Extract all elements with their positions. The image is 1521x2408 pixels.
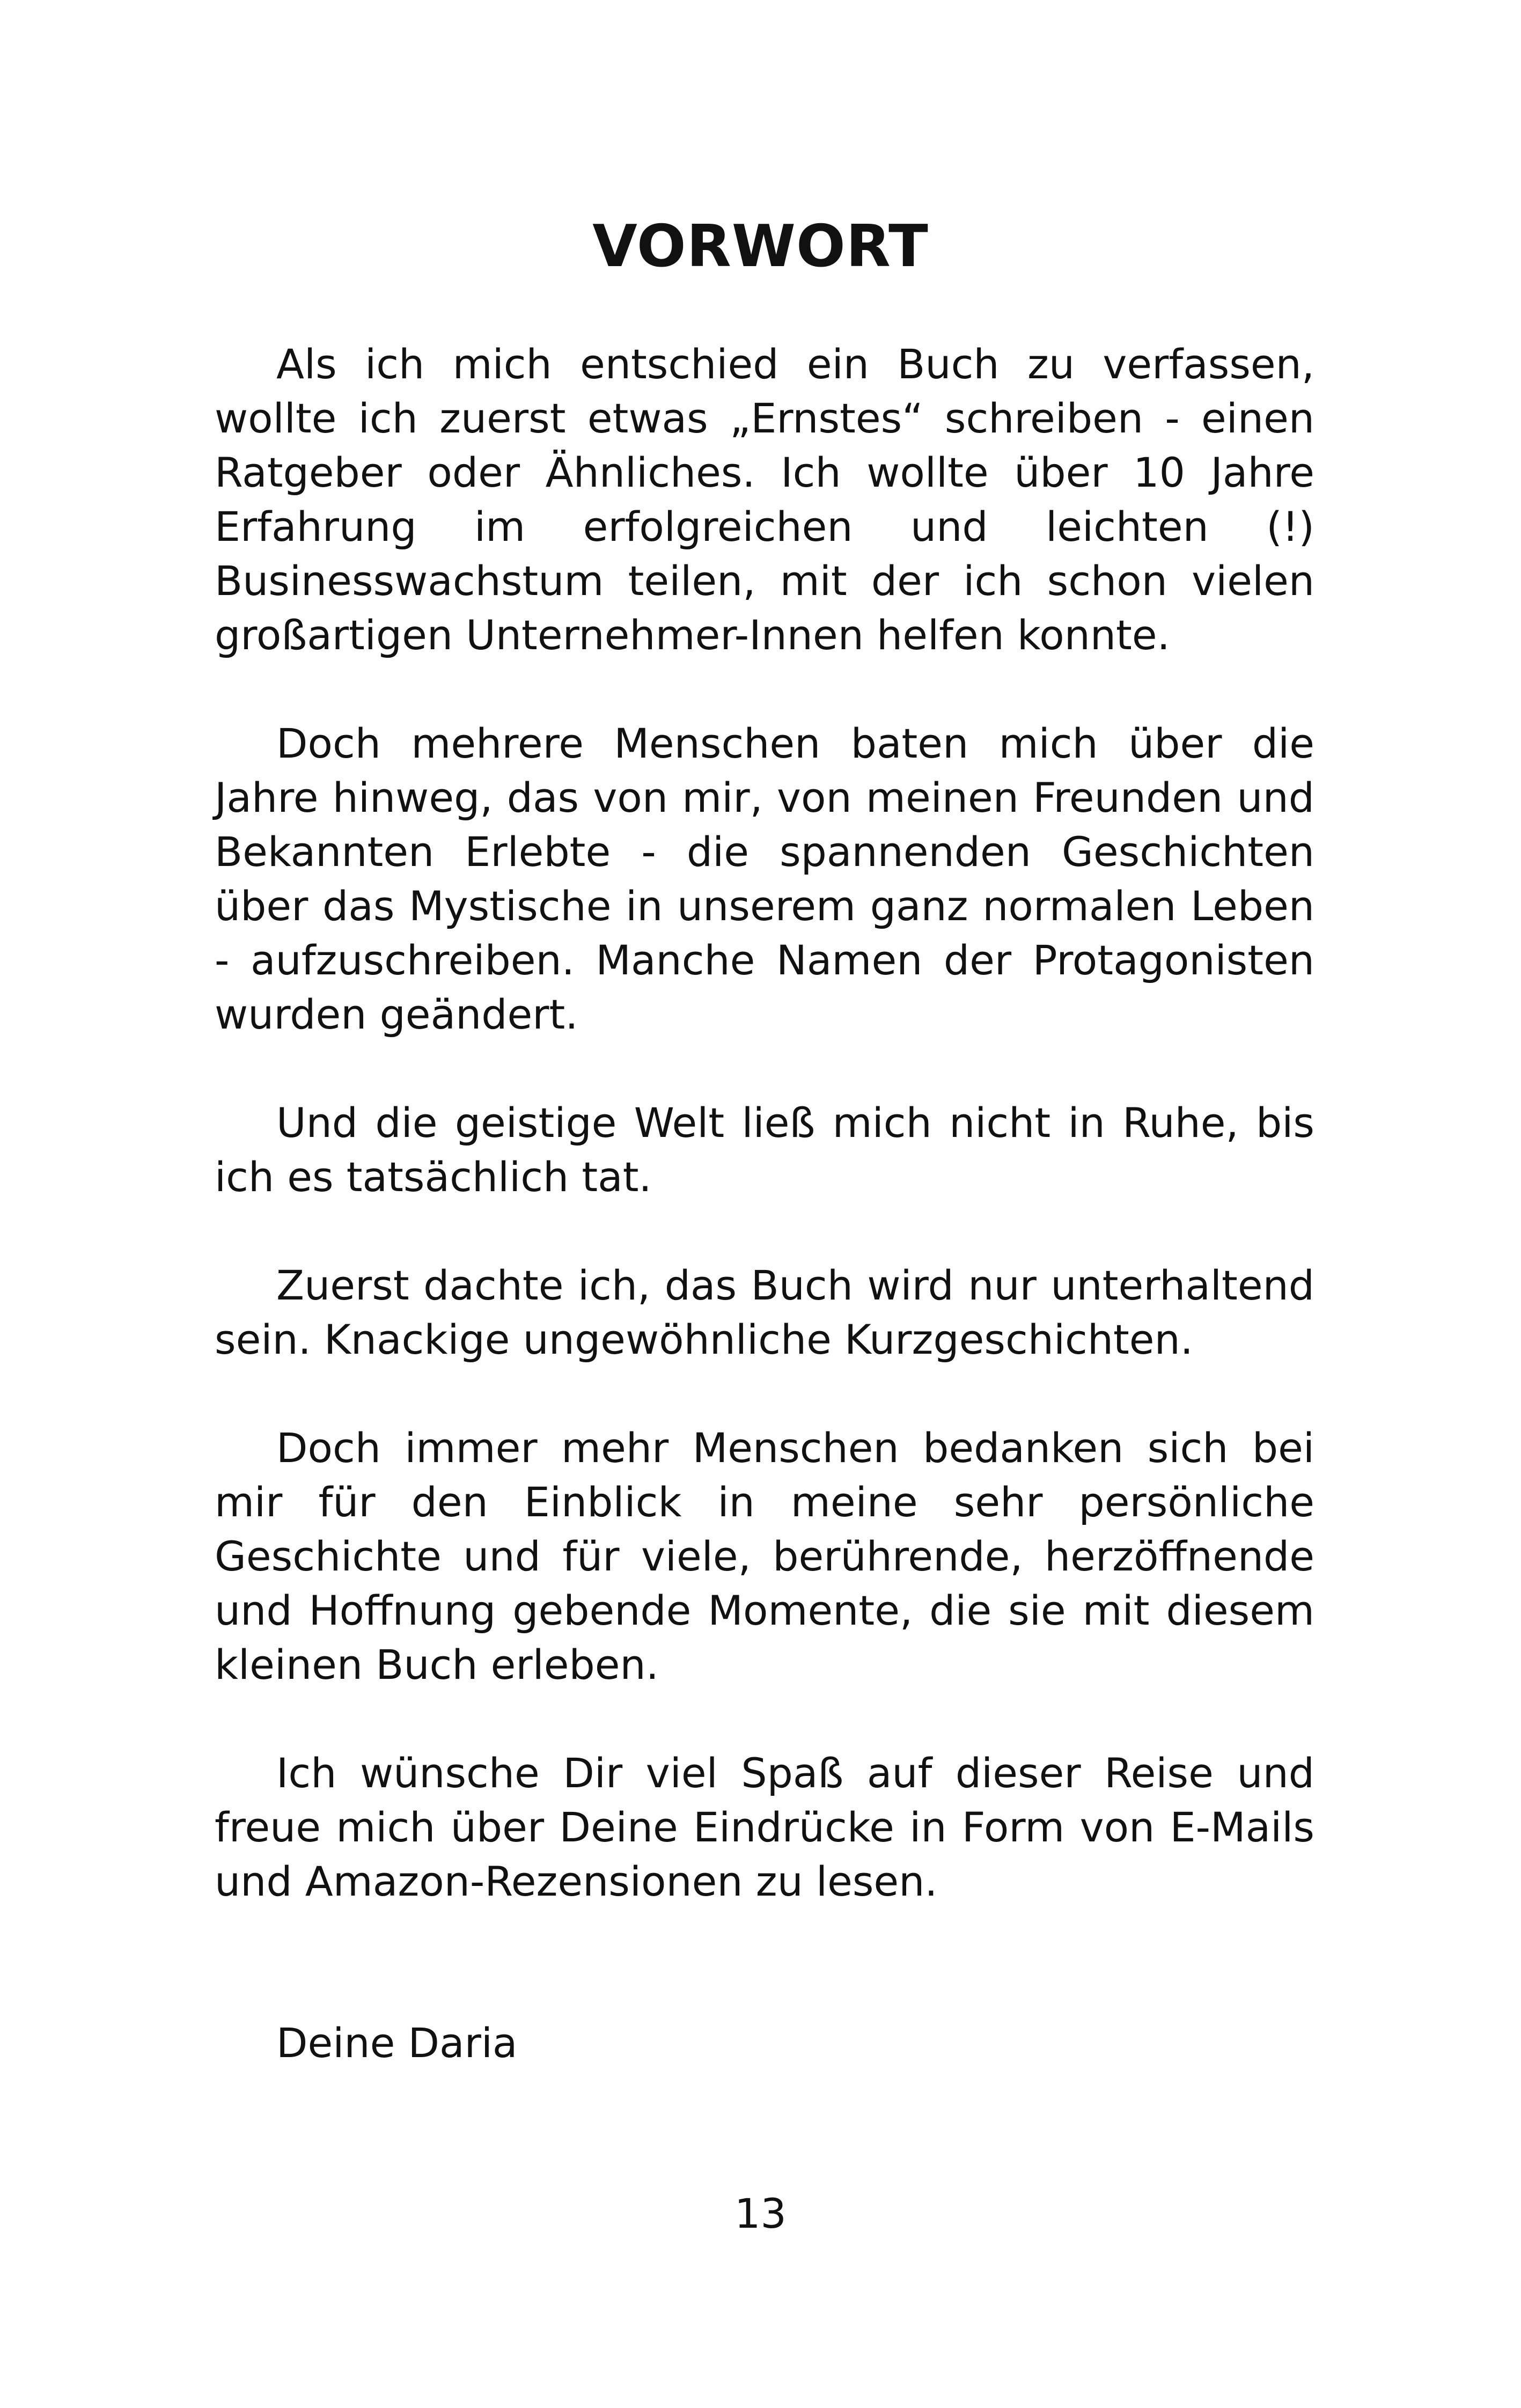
paragraph-1: Als ich mich entschied ein Buch zu verfassen, wollte ich zuerst etwas „Ernstes“ schreiben - einen Ratgeber oder Ähnliches. Ich wollte über 10 Jahre Erfahrung im erfolgreichen und leichten (!) Businesswachstum teilen, mit der ich schon vielen großartigen Unternehmer-Innen helfen konnte. bbox=[215, 340, 1314, 659]
paragraph-6: Ich wünsche Dir viel Spaß auf dieser Reise und freue mich über Deine Eindrücke in Form von E-Mails und Amazon-Rezensionen zu lesen. bbox=[215, 1749, 1314, 1905]
paragraph-4: Zuerst dachte ich, das Buch wird nur unterhaltend sein. Knackige ungewöhnliche Kurzgeschichten. bbox=[215, 1261, 1314, 1363]
signature: Deine Daria bbox=[276, 2019, 518, 2067]
paragraph-3: Und die geistige Welt ließ mich nicht in Ruhe, bis ich es tatsächlich tat. bbox=[215, 1099, 1314, 1201]
chapter-title: VORWORT bbox=[592, 213, 929, 280]
paragraph-2: Doch mehrere Menschen baten mich über die Jahre hinweg, das von mir, von meinen Freunden und Bekannten Erlebte - die spannenden Geschichten über das Mystische in unserem ganz normalen Leben - aufzuschreiben. Manche Namen der Protagonisten wurden geändert. bbox=[215, 720, 1314, 1038]
paragraph-5: Doch immer mehr Menschen bedanken sich bei mir für den Einblick in meine sehr persönliche Geschichte und für viele, berührende, herzöffnende und Hoffnung gebende Momente, die sie mit diesem kleinen Buch erleben. bbox=[215, 1424, 1314, 1688]
body-text bbox=[215, 337, 1314, 2070]
page-number: 13 bbox=[734, 2190, 787, 2237]
